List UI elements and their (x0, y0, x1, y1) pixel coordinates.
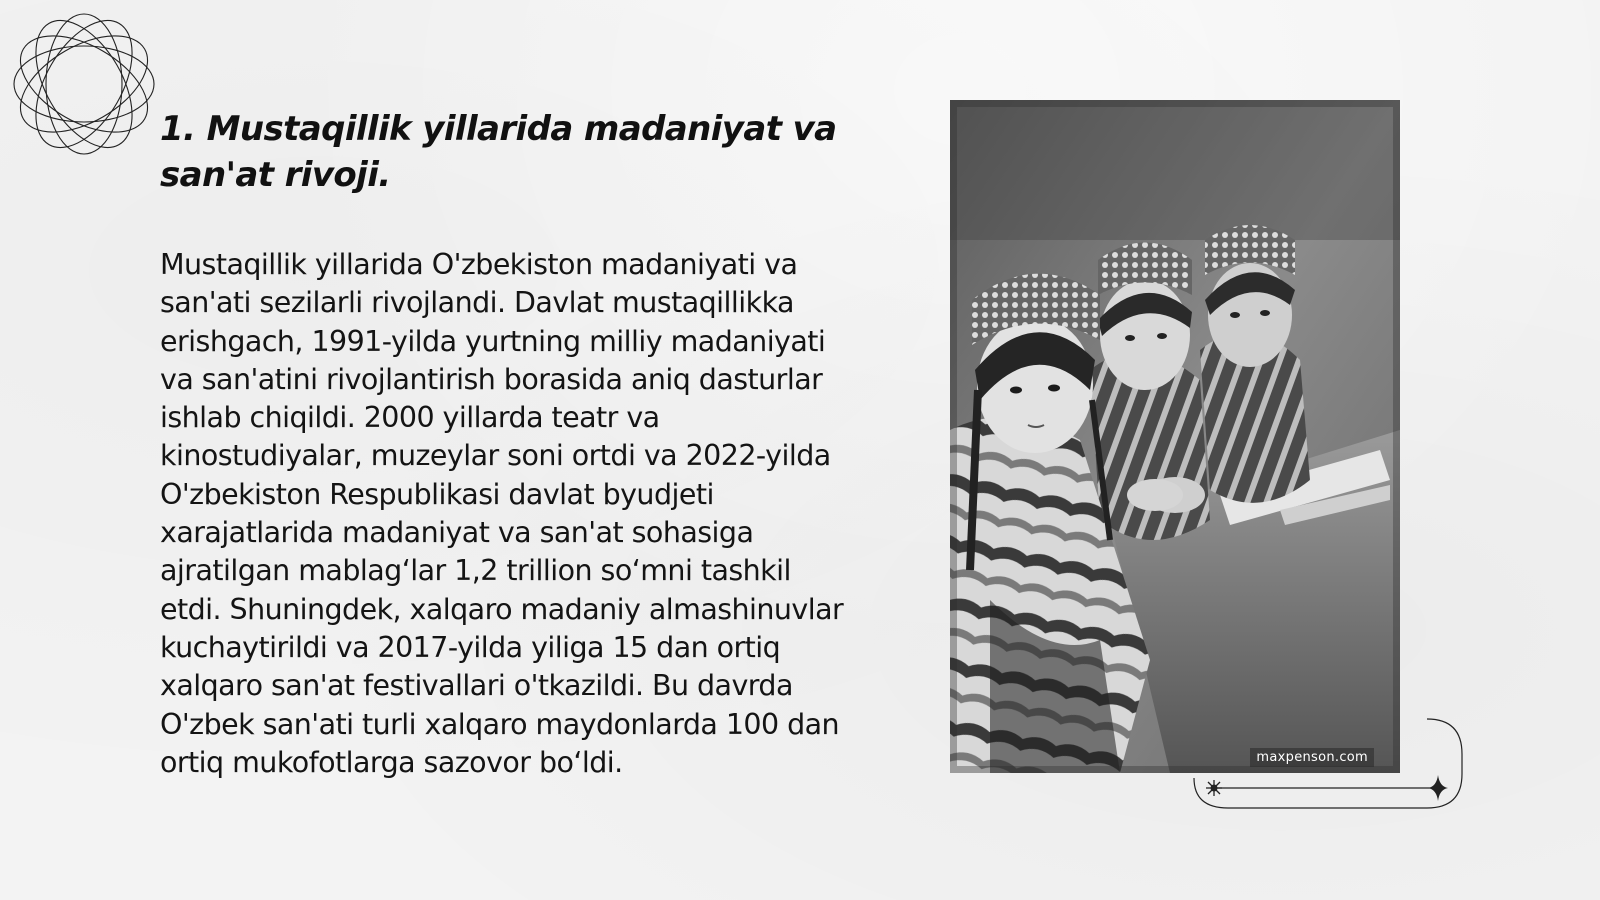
archival-photo (950, 100, 1400, 773)
circle-ornament-icon (10, 10, 158, 158)
photo-children-at-desk (950, 100, 1400, 773)
photo-watermark: maxpenson.com (1250, 748, 1374, 767)
slide-title: 1. Mustaqillik yillarida madaniyat va san'at rivoji. (160, 109, 837, 195)
slide-body-text: Mustaqillik yillarida O'zbekiston madaniyati va san'ati sezilarli rivojlandi. Davlat mustaqillikka erishgach, 1991-yilda yurtning milliy madaniyati va san'atini rivojlantirish borasida aniq dasturlar ishlab chiqildi. 2000 yillarda teatr va kinostudiyalar, muzeylar soni ortdi va 2022-yilda O'zbekiston Respublikasi davlat byudjeti xarajatlarida madaniyat va san'at sohasiga ajratilgan mablag‘lar 1,2 trillion so‘mni tashkil etdi. Shuningdek, xalqaro madaniy almashinuvlar kuchaytirildi va 2017-yilda yiliga 15 dan ortiq xalqaro san'at festivallari o'tkazildi. Bu davrda O'zbek san'ati turli xalqaro maydonlarda 100 dan ortiq mukofotlarga sazovor bo‘ldi. (160, 248, 844, 779)
